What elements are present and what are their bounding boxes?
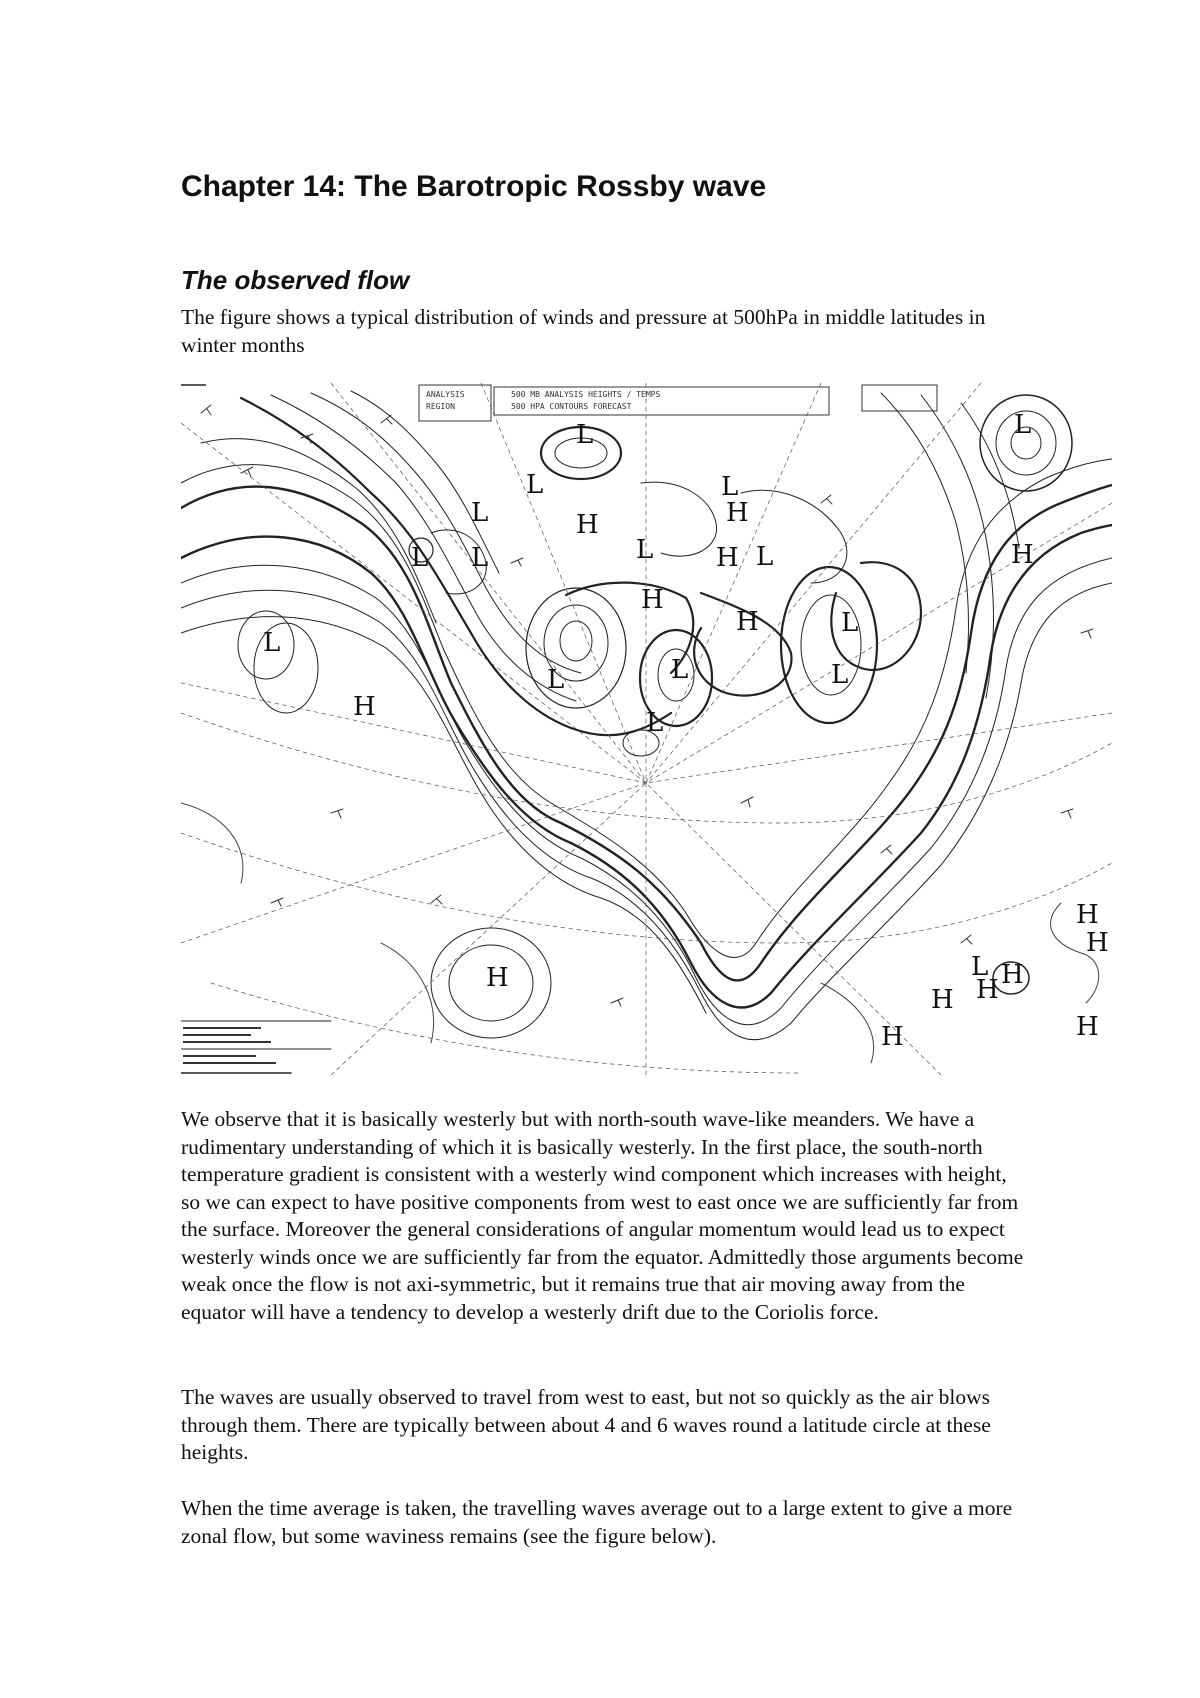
low-label: L: [526, 470, 544, 500]
weather-map-svg: [181, 383, 1112, 1075]
chapter-title: Chapter 14: The Barotropic Rossby wave: [181, 170, 767, 203]
low-label: L: [1014, 410, 1032, 440]
low-label: L: [971, 952, 989, 982]
high-label: H: [576, 510, 599, 540]
high-label: H: [881, 1022, 904, 1052]
body-paragraph-2: The waves are usually observed to travel from west to east, but not so quickly as the air blows through them. There are typically between about 4 and 6 waves round a latitude circle at these heights.: [181, 1385, 991, 1464]
high-label: H: [353, 692, 376, 722]
high-label: H: [931, 985, 954, 1015]
low-label: L: [547, 665, 565, 695]
svg-text:REGION: REGION: [426, 402, 455, 411]
low-label: L: [263, 628, 281, 658]
low-label: L: [646, 708, 664, 738]
high-label: H: [726, 498, 749, 528]
high-label: H: [1011, 540, 1034, 570]
high-label: H: [1076, 1012, 1099, 1042]
body-paragraph-3: When the time average is taken, the travelling waves average out to a large extent to give a more zonal flow, but some waviness remains (see the figure below).: [181, 1496, 1013, 1548]
low-label: L: [411, 543, 429, 573]
section-heading: The observed flow: [181, 265, 410, 295]
high-label: H: [1001, 960, 1024, 990]
intro-paragraph: The figure shows a typical distribution of winds and pressure at 500hPa in middle latitudes in winter months: [181, 305, 986, 357]
low-label: L: [721, 472, 739, 502]
body-paragraph-1: We observe that it is basically westerly but with north-south wave-like meanders. We have a rudimentary understanding of which it is basically westerly. In the first place, the south-north temperature gradient is consistent with a westerly wind component which increases with height, so we can expect to have positive components from west to east once we are sufficiently far from the surface. Moreover the general considerations of angular momentum would lead us to expect westerly winds once we are sufficiently far from the equator. Admittedly those arguments become weak once the flow is not axi-symmetric, but it remains true that air moving away from the equator will have a tendency to develop a westerly drift due to the Coriolis force.: [181, 1107, 1024, 1324]
low-label: L: [471, 543, 489, 573]
high-label: H: [716, 543, 739, 573]
low-label: L: [756, 542, 774, 572]
low-label: L: [576, 420, 594, 450]
low-label: L: [471, 498, 489, 528]
high-label: H: [736, 607, 759, 637]
low-label: L: [831, 660, 849, 690]
low-label: L: [671, 655, 689, 685]
high-label: H: [976, 975, 999, 1005]
svg-text:ANALYSIS: ANALYSIS: [426, 390, 465, 399]
high-label: H: [1076, 900, 1099, 930]
weather-map-figure: [181, 383, 1112, 1075]
low-label: L: [636, 535, 654, 565]
low-label: L: [841, 608, 859, 638]
svg-text:500 HPA CONTOURS FORECAST: 500 HPA CONTOURS FORECAST: [511, 402, 632, 411]
svg-text:500 MB ANALYSIS HEIGHTS / TEM: 500 MB ANALYSIS HEIGHTS / TEMPS: [511, 390, 661, 399]
high-label: H: [1086, 928, 1109, 958]
high-label: H: [486, 963, 509, 993]
high-label: H: [641, 585, 664, 615]
